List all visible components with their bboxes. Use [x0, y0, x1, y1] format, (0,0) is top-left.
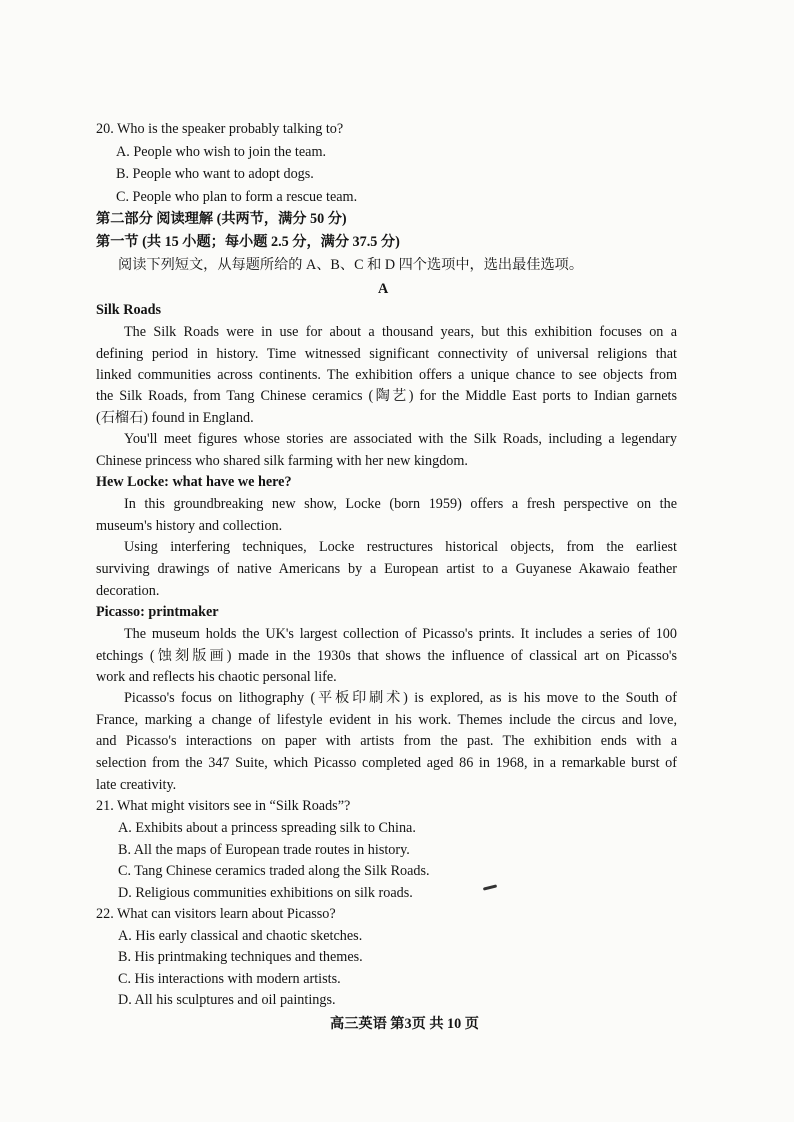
- picasso-p2-line3: and Picasso's interactions on paper with artists from the past. The exhibition ends with a: [96, 733, 677, 749]
- locke-p1-line1: In this groundbreaking new show, Locke (born 1959) offers a fresh perspective on the: [124, 496, 677, 512]
- section1-title: 第一节 (共 15 小题；每小题 2.5 分，满分 37.5 分): [96, 234, 400, 250]
- q22-option-c: C. His interactions with modern artists.: [118, 971, 341, 987]
- locke-p2-line1: Using interfering techniques, Locke restructures historical objects, from the earliest: [124, 539, 677, 555]
- part2-title: 第二部分 阅读理解 (共两节，满分 50 分): [96, 211, 347, 227]
- locke-p2-line2: surviving drawings of native Americans by a European artist to a Guyanese Akawaio feather: [96, 561, 677, 577]
- silk-p1-line5: (石榴石) found in England.: [96, 410, 254, 426]
- q22-option-d: D. All his sculptures and oil paintings.: [118, 992, 336, 1008]
- picasso-heading: Picasso: printmaker: [96, 604, 219, 620]
- pen-mark: [483, 884, 497, 890]
- q20-option-a: A. People who wish to join the team.: [116, 144, 327, 160]
- q20-option-c: C. People who plan to form a rescue team.: [116, 189, 358, 205]
- silk-p1-line4: the Silk Roads, from Tang Chinese ceramics (陶艺) for the Middle East ports to Indian garnets: [96, 388, 677, 404]
- locke-p1-line2: museum's history and collection.: [96, 518, 283, 534]
- picasso-p1-line2: etchings (蚀刻版画) made in the 1930s that shows the influence of classical art on Picasso's: [96, 648, 677, 664]
- q22-option-b: B. His printmaking techniques and themes.: [118, 949, 363, 965]
- question-21: 21. What might visitors see in “Silk Roads”?: [96, 798, 351, 814]
- picasso-p1-line3: work and reflects his chaotic personal life.: [96, 669, 337, 685]
- silk-p1-line2: defining period in history. Time witnessed significant connectivity of universal religions that: [96, 346, 677, 362]
- locke-p2-line3: decoration.: [96, 583, 160, 599]
- q22-option-a: A. His early classical and chaotic sketches.: [118, 928, 363, 944]
- question-22: 22. What can visitors learn about Picasso?: [96, 906, 336, 922]
- silk-p1-line3: linked communities across continents. The exhibition offers a unique chance to see objects from: [96, 367, 677, 383]
- q21-option-a: A. Exhibits about a princess spreading silk to China.: [118, 820, 416, 836]
- page-footer: 高三英语 第3页 共 10 页: [330, 1016, 479, 1032]
- picasso-p1-line1: The museum holds the UK's largest collection of Picasso's prints. It includes a series of 100: [124, 626, 677, 642]
- picasso-p2-line1: Picasso's focus on lithography (平板印刷术) is explored, as is his move to the South of: [124, 690, 677, 706]
- silk-p2-line2: Chinese princess who shared silk farming with her new kingdom.: [96, 453, 468, 469]
- silk-roads-heading: Silk Roads: [96, 302, 162, 318]
- locke-heading: Hew Locke: what have we here?: [96, 474, 292, 490]
- picasso-p2-line2: France, marking a change of lifestyle evident in his work. Themes include the circus and love,: [96, 712, 677, 728]
- passage-label: A: [378, 281, 389, 297]
- silk-p2-line1: You'll meet figures whose stories are associated with the Silk Roads, including a legendary: [124, 431, 677, 447]
- silk-p1-line1: The Silk Roads were in use for about a thousand years, but this exhibition focuses on a: [124, 324, 677, 340]
- q21-option-d: D. Religious communities exhibitions on silk roads.: [118, 885, 413, 901]
- q21-option-c: C. Tang Chinese ceramics traded along the Silk Roads.: [118, 863, 430, 879]
- question-20: 20. Who is the speaker probably talking to?: [96, 121, 344, 137]
- picasso-p2-line5: late creativity.: [96, 777, 177, 793]
- picasso-p2-line4: selection from the 347 Suite, which Picasso completed aged 86 in 1968, in a remarkable burst of: [96, 755, 677, 771]
- instruction: 阅读下列短文，从每题所给的 A、B、C 和 D 四个选项中，选出最佳选项。: [118, 257, 584, 273]
- q20-option-b: B. People who want to adopt dogs.: [116, 166, 314, 182]
- q21-option-b: B. All the maps of European trade routes in history.: [118, 842, 410, 858]
